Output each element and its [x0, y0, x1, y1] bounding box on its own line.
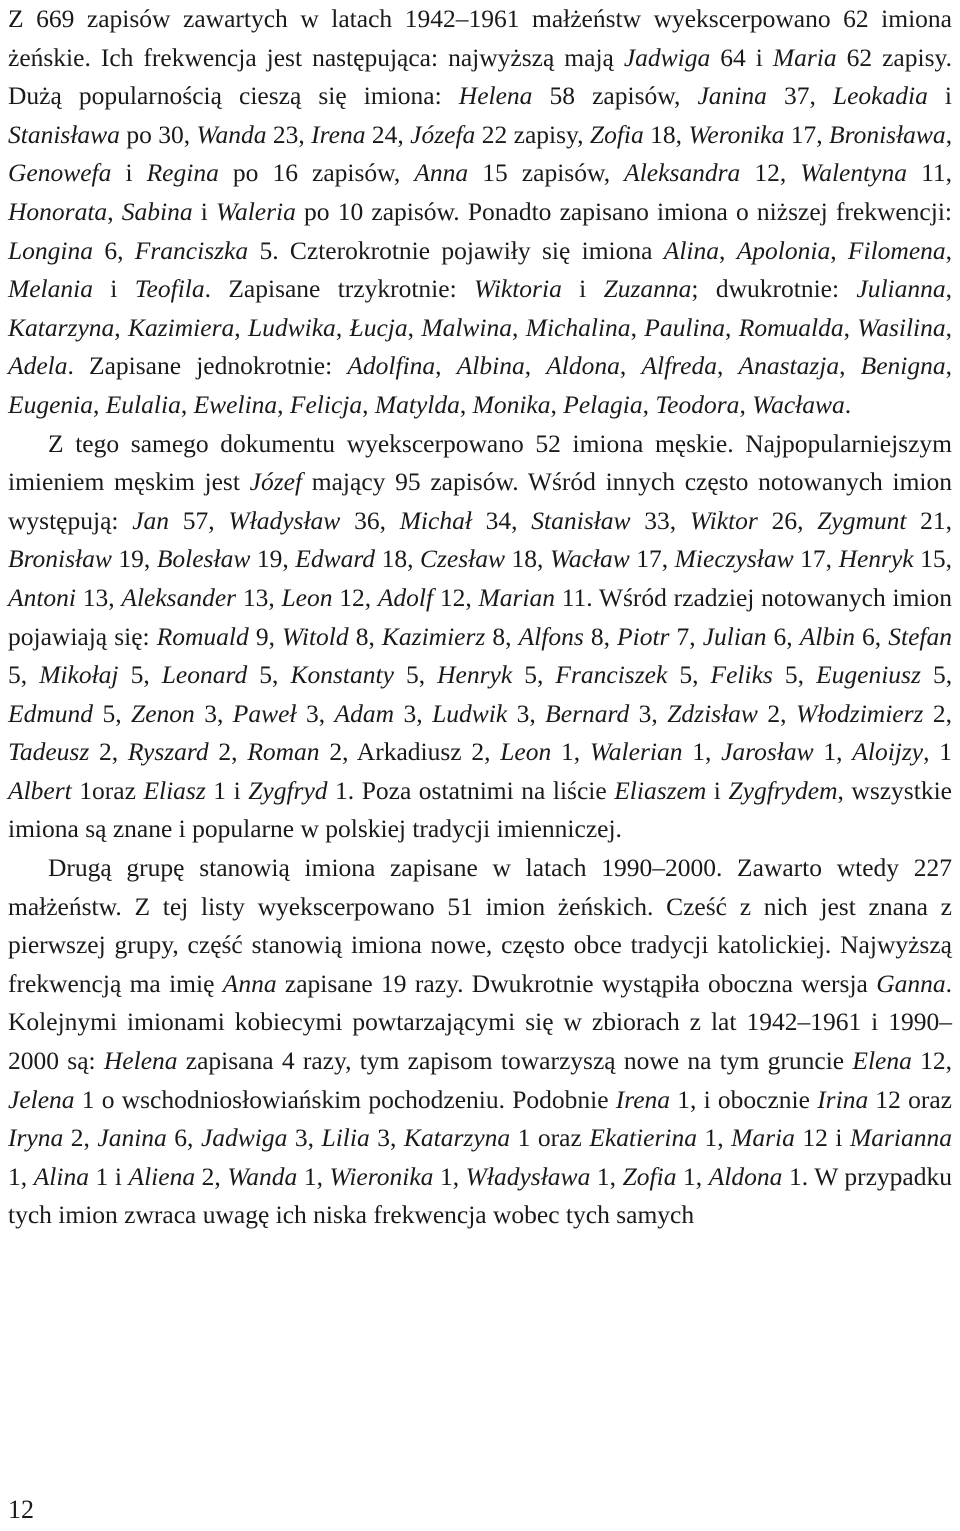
name-term: Wasilina [857, 312, 946, 342]
text-run: . [844, 389, 852, 419]
name-term: Mieczysław [674, 544, 794, 574]
name-term: Michał [399, 505, 472, 535]
name-term: Adolfina [347, 351, 436, 381]
name-term: Feliks [710, 660, 773, 690]
text-run: 12 oraz [868, 1084, 952, 1114]
text-run: , [945, 235, 953, 265]
name-term: Genowefa [8, 158, 112, 188]
text-run: 11. Wśród rzadziej notowanych imion pojawiają się: [8, 582, 952, 651]
name-term: Albin [799, 621, 855, 651]
name-term: Alfons [518, 621, 584, 651]
text-run: 6, [166, 1123, 201, 1153]
name-term: Ludwik [432, 698, 508, 728]
name-term: Wacław [549, 544, 630, 574]
text-run: , [107, 196, 122, 226]
name-term: Helena [458, 81, 533, 111]
name-term: Bronisław [8, 544, 112, 574]
text-run: 5. Czterokrotnie pojawiły się imiona [248, 235, 664, 265]
text-run: 3, [194, 698, 233, 728]
name-term: Leon [500, 737, 552, 767]
name-term: Eliaszem [614, 775, 707, 805]
name-term: Bernard [545, 698, 630, 728]
name-term: Alina [663, 235, 719, 265]
text-run: zapisane 19 razy. Dwukrotnie wystąpiła oboczna wersja [276, 968, 877, 998]
name-term: Eugeniusz [816, 660, 921, 690]
text-run: 6, [854, 621, 889, 651]
name-term: Michalina [525, 312, 631, 342]
name-term: Wanda [227, 1161, 298, 1191]
name-term: Janina [697, 81, 767, 111]
name-term: Julianna [856, 274, 946, 304]
text-run: 6, [93, 235, 135, 265]
name-term: Maria [731, 1123, 795, 1153]
text-run: 3, [629, 698, 668, 728]
name-term: Maria [772, 42, 837, 72]
name-term: Jadwiga [200, 1123, 288, 1153]
name-term: Tadeusz [8, 737, 90, 767]
text-run: 1, [297, 1161, 330, 1191]
text-run: 18, [375, 544, 420, 574]
text-run: 1, i obocznie [670, 1084, 818, 1114]
name-term: Konstanty [290, 660, 394, 690]
text-run: 5, [920, 660, 953, 690]
text-run: , [843, 312, 858, 342]
text-run: 5, [8, 660, 40, 690]
text-run: , [739, 389, 753, 419]
text-run: Z tego samego dokumentu wyekscerpowano 52 imiona męskie. Najpopularniejszym imieniem męskim jest [8, 428, 952, 497]
text-run: , [407, 312, 422, 342]
text-run: , [435, 351, 457, 381]
text-run: 26, [757, 505, 818, 535]
name-term: Wieronika [329, 1161, 434, 1191]
name-term: Roman [247, 737, 320, 767]
text-run: i [92, 274, 135, 304]
text-run: , [630, 312, 645, 342]
name-term: Walentyna [800, 158, 908, 188]
text-run: po 10 zapisów. Ponadto zapisano imiona o niższej frekwencji: [295, 196, 953, 226]
text-run: 57, [169, 505, 229, 535]
text-run: 1, [551, 737, 590, 767]
text-run: 5, [393, 660, 438, 690]
text-run: 5, [512, 660, 556, 690]
name-term: Marianna [850, 1123, 952, 1153]
text-run: 1oraz [71, 775, 144, 805]
name-term: Wanda [196, 119, 267, 149]
name-term: Ganna [876, 968, 946, 998]
text-run: 1 o wschodniosłowiańskim pochodzeniu. Podobnie [74, 1084, 616, 1114]
text-run: 19, [111, 544, 157, 574]
name-term: Włodzimierz [795, 698, 924, 728]
name-term: Zofia [589, 119, 644, 149]
text-run: , [92, 389, 106, 419]
text-run: 3, [296, 698, 335, 728]
name-term: Wiktor [689, 505, 758, 535]
text-run: 64 i [710, 42, 773, 72]
name-term: Franciszek [555, 660, 668, 690]
paragraph [8, 425, 952, 850]
text-run: , [725, 312, 739, 342]
text-run: 11, [907, 158, 953, 188]
text-run: 9, [248, 621, 283, 651]
name-term: Elena [852, 1046, 912, 1076]
name-term: Felicja [289, 389, 363, 419]
name-term: Zofia [622, 1161, 677, 1191]
text-run: , [719, 235, 737, 265]
text-run: , [180, 389, 194, 419]
name-term: Anastazja [738, 351, 840, 381]
text-run: , [550, 389, 564, 419]
name-term: Zygfrydem [728, 775, 838, 805]
name-term: Longina [8, 235, 94, 265]
text-run: . Kolejnymi imionami kobiecymi powtarzającymi się w zbiorach z lat 1942–1961 i 1990–2000 są: [8, 968, 952, 1076]
text-run: 17, [784, 119, 830, 149]
name-term: Walerian [589, 737, 683, 767]
name-term: Adam [334, 698, 395, 728]
text-run: 1. W przypadku tych imion zwraca uwagę ich niska frekwencja wobec tych samych [8, 1161, 953, 1230]
text-run: 18, [505, 544, 550, 574]
text-run: . Zapisane jednokrotnie: [67, 351, 348, 381]
name-term: Filomena [847, 235, 946, 265]
text-run: 37, [766, 81, 833, 111]
name-term: Bolesław [156, 544, 251, 574]
text-run: 12, [911, 1046, 953, 1076]
name-term: Paweł [232, 698, 297, 728]
text-run: 2, [208, 737, 248, 767]
name-term: Teodora [655, 389, 740, 419]
name-term: Irena [311, 119, 366, 149]
name-term: Franciszka [134, 235, 249, 265]
name-term: Zygmunt [817, 505, 907, 535]
name-term: Aleksandra [624, 158, 741, 188]
text-run: po 30, [119, 119, 197, 149]
name-term: Władysława [465, 1161, 591, 1191]
text-run: 58 zapisów, [532, 81, 698, 111]
name-term: Jelena [8, 1084, 75, 1114]
name-term: Leonard [161, 660, 248, 690]
text-run: 1, [676, 1161, 709, 1191]
name-term: Kazimiera [127, 312, 235, 342]
text-run: 5, [118, 660, 162, 690]
name-term: Irina [817, 1084, 869, 1114]
text-run: 17, [629, 544, 675, 574]
name-term: Aloijzy [852, 737, 924, 767]
text-run: , 1 [923, 737, 953, 767]
text-run: , [114, 312, 128, 342]
paragraph [8, 0, 952, 425]
text-run: 21, [906, 505, 953, 535]
text-run: 2, [63, 1123, 98, 1153]
name-term: Regina [146, 158, 219, 188]
text-run: 2, [89, 737, 128, 767]
text-run: i [706, 775, 729, 805]
text-run: 15, [913, 544, 953, 574]
name-term: Witold [282, 621, 349, 651]
text-run: , [716, 351, 739, 381]
text-run: i [192, 196, 217, 226]
name-term: Albert [8, 775, 72, 805]
text-run: 3, [287, 1123, 322, 1153]
name-term: Adela [8, 351, 68, 381]
name-term: Katarzyna [8, 312, 115, 342]
name-term: Aliena [128, 1161, 196, 1191]
text-run: 1, [8, 1161, 34, 1191]
name-term: Józefa [410, 119, 476, 149]
text-run: i [927, 81, 952, 111]
text-run: 17, [793, 544, 839, 574]
name-term: Wacława [752, 389, 845, 419]
text-run: ; dwukrotnie: [691, 274, 857, 304]
name-term: Melania [8, 274, 93, 304]
name-term: Henryk [437, 660, 513, 690]
name-term: Teofila [134, 274, 205, 304]
name-term: Antoni [8, 582, 76, 612]
name-term: Romuald [156, 621, 249, 651]
text-run: 18, [643, 119, 689, 149]
text-run: , [642, 389, 656, 419]
name-term: Alfreda [641, 351, 717, 381]
text-run: 8, [583, 621, 618, 651]
name-term: Stanisława [8, 119, 120, 149]
name-term: Waleria [216, 196, 296, 226]
name-term: Kazimierz [381, 621, 486, 651]
name-term: Julian [702, 621, 767, 651]
name-term: Stefan [888, 621, 952, 651]
text-run: 1, [696, 1123, 732, 1153]
name-term: Edward [295, 544, 376, 574]
text-run: 2, [923, 698, 953, 728]
name-term: Benigna [860, 351, 946, 381]
name-term: Zdzisław [667, 698, 758, 728]
text-run: , [335, 312, 350, 342]
text-run: , [362, 389, 375, 419]
text-run: 22 zapisy, [475, 119, 590, 149]
text-run: 23, [266, 119, 312, 149]
name-term: Irena [615, 1084, 671, 1114]
text-run: 5, [247, 660, 291, 690]
paragraph [8, 849, 952, 1235]
text-run: , [524, 351, 547, 381]
name-term: Aldona [546, 351, 620, 381]
text-run: Z 669 zapisów zawartych w latach 1942–1961 małżeństw wyekscerpowano 62 imiona żeńskie. Ich frekwencja jest następująca: najwyższą mają [8, 4, 952, 72]
text-run: 19, [250, 544, 296, 574]
text-run: i [111, 158, 147, 188]
text-run: 8, [348, 621, 382, 651]
name-term: Marian [478, 582, 555, 612]
name-term: Sabina [121, 196, 193, 226]
name-term: Aleksander [121, 582, 237, 612]
text-run: 24, [365, 119, 411, 149]
text-run: po 16 zapisów, [218, 158, 415, 188]
text-run: 34, [471, 505, 532, 535]
name-term: Czesław [419, 544, 506, 574]
name-term: Matylda [374, 389, 460, 419]
text-run: , [459, 389, 473, 419]
name-term: Monika [472, 389, 551, 419]
name-term: Anna [414, 158, 469, 188]
text-run: 2, [757, 698, 796, 728]
name-term: Jarosław [721, 737, 814, 767]
page-number: 12 [8, 1495, 34, 1524]
name-term: Józef [249, 467, 303, 497]
text-run: 3, [369, 1123, 404, 1153]
name-term: Iryna [8, 1123, 64, 1153]
name-term: Katarzyna [403, 1123, 511, 1153]
text-run: 12, [740, 158, 801, 188]
name-term: Aldona [708, 1161, 783, 1191]
text-run: . Zapisane trzykrotnie: [204, 274, 474, 304]
name-term: Edmund [8, 698, 93, 728]
name-term: Zygfryd [248, 775, 328, 805]
text-run: 13, [76, 582, 122, 612]
text-run: , [619, 351, 642, 381]
name-term: Lilia [321, 1123, 370, 1153]
text-run: 1, [813, 737, 853, 767]
name-term: Jadwiga [623, 42, 711, 72]
text-run: 1 oraz [510, 1123, 590, 1153]
name-term: Albina [456, 351, 525, 381]
text-run: 7, [669, 621, 703, 651]
name-term: Weronika [688, 119, 785, 149]
name-term: Eliasz [143, 775, 206, 805]
text-run: 36, [340, 505, 400, 535]
text-run: 15 zapisów, [468, 158, 625, 188]
text-run: 12 i [794, 1123, 850, 1153]
name-term: Janina [97, 1123, 167, 1153]
text-run: 12, [332, 582, 378, 612]
text-run: 5, [667, 660, 711, 690]
name-term: Leon [281, 582, 333, 612]
name-term: Zenon [131, 698, 195, 728]
name-term: Bronisława [829, 119, 946, 149]
name-term: Paulina [644, 312, 726, 342]
text-run: 5, [93, 698, 132, 728]
name-term: Ryszard [127, 737, 209, 767]
name-term: Eugenia [8, 389, 93, 419]
name-term: Adolf [377, 582, 434, 612]
name-term: Ludwika [247, 312, 336, 342]
text-run: , wszystkie imiona są znane i popularne w polskiej tradycji imienniczej. [8, 775, 952, 844]
name-term: Ewelina [193, 389, 278, 419]
body-text [8, 0, 952, 1235]
text-run: , [839, 351, 861, 381]
text-run: 1, [590, 1161, 623, 1191]
name-term: Stanisław [531, 505, 631, 535]
name-term: Mikołaj [39, 660, 119, 690]
text-run: , [277, 389, 290, 419]
text-run: , [945, 119, 953, 149]
text-run: , [512, 312, 526, 342]
text-run: i [561, 274, 604, 304]
text-run: 1. Poza ostatnimi na liście [327, 775, 615, 805]
text-run: 8, [485, 621, 519, 651]
text-run: , [234, 312, 248, 342]
text-run: 1 i [205, 775, 249, 805]
text-run: 2, [195, 1161, 228, 1191]
name-term: Wiktoria [473, 274, 562, 304]
text-run: 62 zapisy. Dużą popularnością cieszą się imiona: [8, 42, 952, 111]
text-run: 5, [772, 660, 817, 690]
text-run: 2, Arkadiusz 2, [319, 737, 501, 767]
text-run: 13, [236, 582, 282, 612]
name-term: Malwina [421, 312, 513, 342]
text-run: 3, [394, 698, 433, 728]
name-term: Władysław [228, 505, 341, 535]
name-term: Ekatierina [589, 1123, 697, 1153]
text-run: 3, [507, 698, 546, 728]
text-run: zapisana 4 razy, tym zapisom towarzyszą nowe na tym gruncie [177, 1046, 853, 1076]
name-term: Łucja [349, 312, 408, 342]
name-term: Anna [222, 968, 277, 998]
text-run: , [945, 274, 952, 304]
name-term: Piotr [617, 621, 670, 651]
name-term: Leokadia [832, 81, 928, 111]
name-term: Jan [132, 505, 170, 535]
name-term: Pelagia [563, 389, 643, 419]
text-run: , [945, 351, 952, 381]
text-run: mający 95 zapisów. Wśród innych często notowanych imion występują: [8, 467, 953, 535]
name-term: Eulalia [105, 389, 181, 419]
name-term: Romualda [738, 312, 844, 342]
text-run: 1 i [88, 1161, 129, 1191]
name-term: Zuzanna [603, 274, 692, 304]
text-run: , [945, 312, 953, 342]
name-term: Honorata [8, 196, 108, 226]
text-run: , [830, 235, 848, 265]
text-run: 6, [766, 621, 800, 651]
name-term: Apolonia [736, 235, 831, 265]
text-run: 1, [682, 737, 722, 767]
name-term: Alina [33, 1161, 89, 1191]
text-run: Drugą grupę stanowią imiona zapisane w latach 1990–2000. Zawarto wtedy 227 małżeństw. Z tej listy wyekscerpowano 51 imion żeńskich. Cześć z nich jest znana z pierwszej grupy, część stanowią imiona nowe, często obce tradycji katolickiej. Najwyższą frekwencją ma imię [8, 853, 952, 998]
name-term: Henryk [838, 544, 914, 574]
text-run: 1, [433, 1161, 466, 1191]
text-run: 33, [630, 505, 690, 535]
text-run: 12, [433, 582, 479, 612]
name-term: Helena [103, 1046, 178, 1076]
